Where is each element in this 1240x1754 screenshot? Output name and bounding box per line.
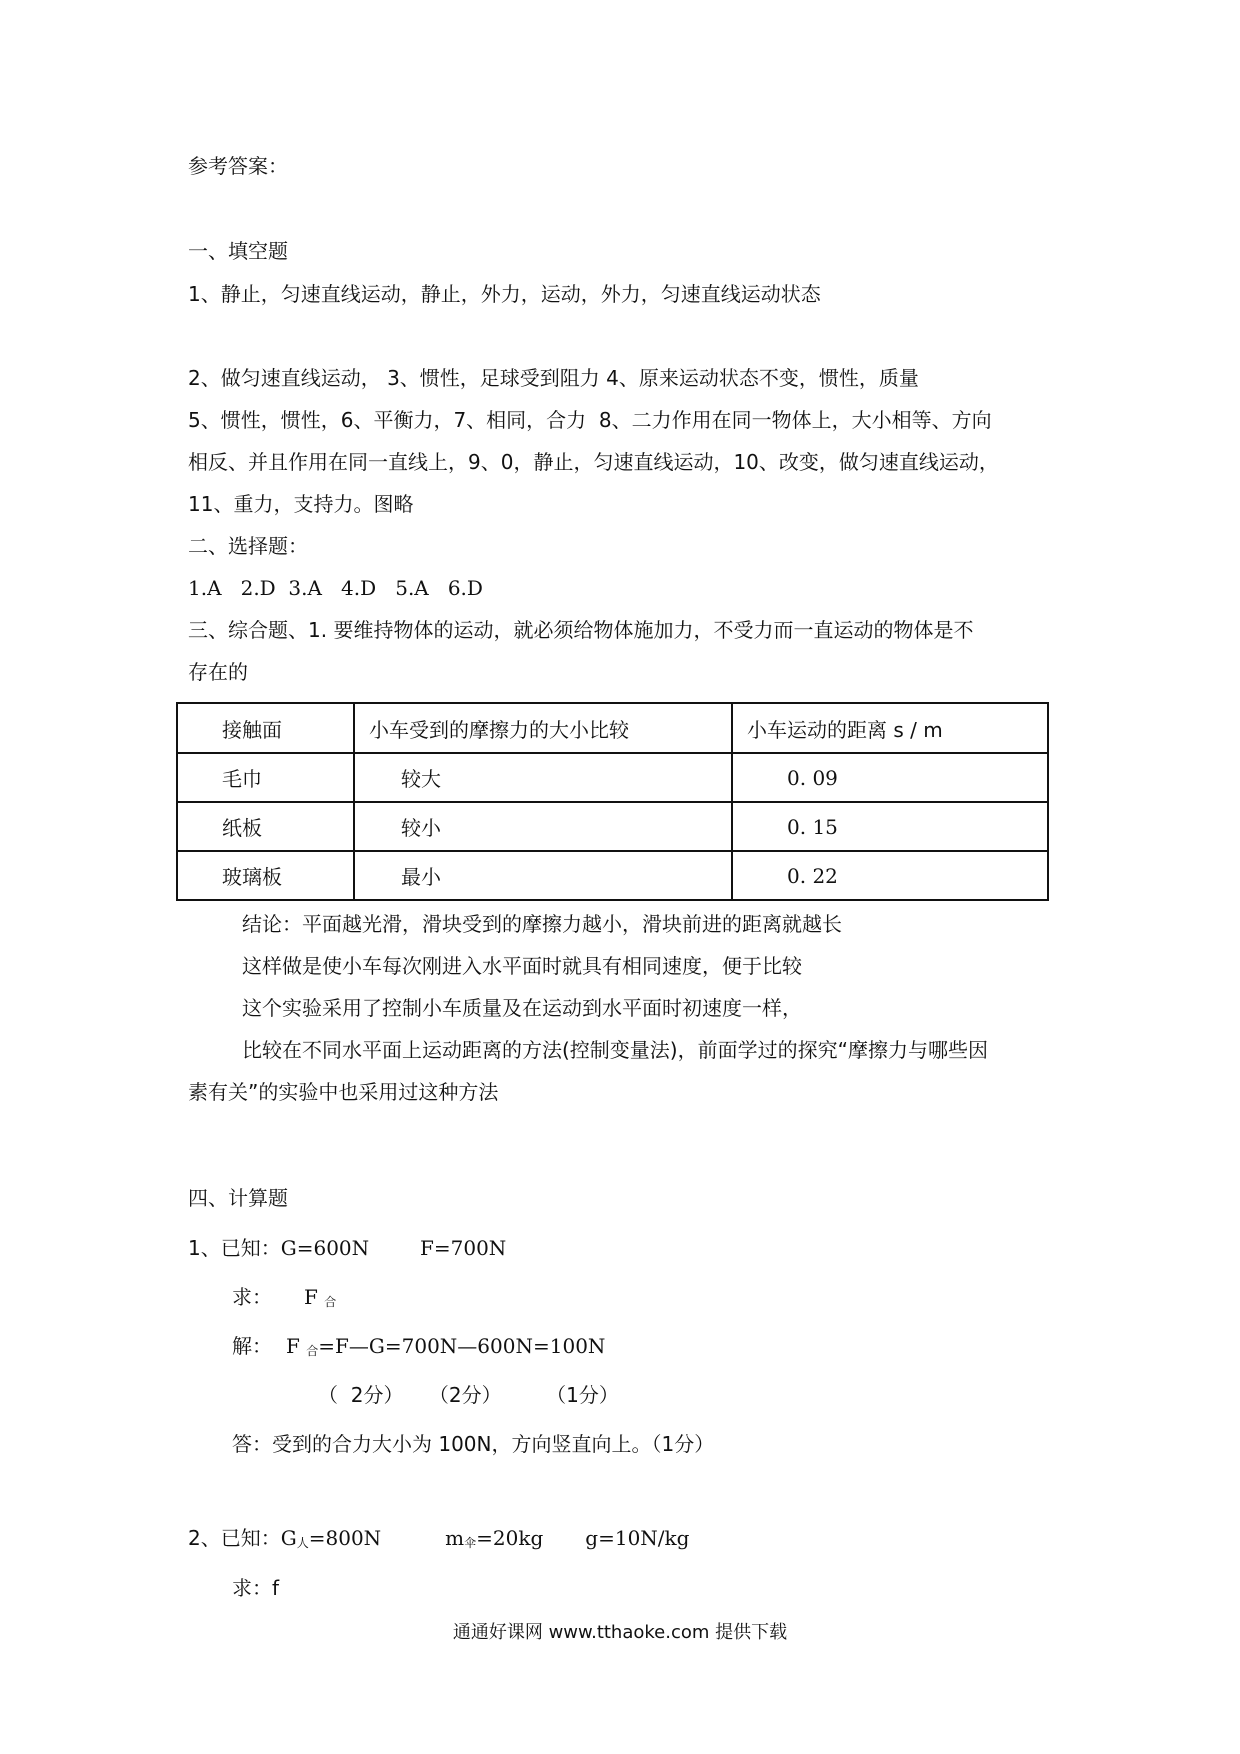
q2-gconst: g=10N/kg — [585, 1526, 690, 1550]
q1-known-values: G=600N F=700N — [280, 1236, 507, 1260]
section4-title: 四、计算题 — [188, 1186, 288, 1210]
q1-solve-var: F — [286, 1334, 300, 1358]
q1-scores: （ 2分） （2分） （1分） — [318, 1383, 619, 1407]
q1-solve-expr: =F—G=700N—600N=100N — [318, 1334, 606, 1358]
q1-find-label: 求： — [232, 1285, 272, 1309]
table-header-cell: 小车运动的距离 s / m — [732, 703, 1048, 753]
table-cell: 玻璃板 — [177, 851, 354, 900]
q1-find-var: F — [304, 1285, 318, 1309]
q1-known-prefix: 1、已知： — [188, 1236, 281, 1260]
q2-m-sub: 伞 — [464, 1536, 477, 1550]
table-cell: 纸板 — [177, 802, 354, 851]
section2-title: 二、选择题： — [188, 534, 308, 558]
q1-solve-label: 解： — [232, 1334, 272, 1358]
q2-find: 求：f — [232, 1576, 280, 1600]
table-header-cell: 接触面 — [177, 703, 354, 753]
table-cell: 较小 — [354, 802, 732, 851]
section1-title: 一、填空题 — [188, 239, 288, 263]
section1-line: 2、做匀速直线运动， 3、惯性，足球受到阻力 4、原来运动状态不变，惯性，质量 — [188, 366, 919, 390]
table-cell: 最小 — [354, 851, 732, 900]
conclusion-line: 比较在不同水平面上运动距离的方法(控制变量法)，前面学过的探究“摩擦力与哪些因 — [242, 1038, 988, 1062]
section1-line: 5、惯性，惯性，6、平衡力，7、相同，合力 8、二力作用在同一物体上，大小相等、方向 — [188, 408, 992, 432]
table-cell: 0. 09 — [732, 753, 1048, 802]
section3-line: 存在的 — [188, 660, 248, 684]
q2-g-var: G — [280, 1526, 297, 1550]
section2-answers: 1.A 2.D 3.A 4.D 5.A 6.D — [188, 576, 483, 600]
q1-known — [188, 1234, 506, 1262]
table-header-cell: 小车受到的摩擦力的大小比较 — [354, 703, 732, 753]
conclusion-line: 素有关”的实验中也采用过这种方法 — [188, 1080, 499, 1104]
section3-line: 三、综合题、1. 要维持物体的运动，就必须给物体施加力，不受力而一直运动的物体是不 — [188, 618, 974, 642]
q1-find — [232, 1283, 336, 1316]
q1-solve — [232, 1332, 605, 1365]
section1-line: 1、静止，匀速直线运动，静止，外力，运动，外力，匀速直线运动状态 — [188, 282, 821, 306]
table-cell: 0. 22 — [732, 851, 1048, 900]
conclusion-line: 这样做是使小车每次刚进入水平面时就具有相同速度，便于比较 — [242, 954, 802, 978]
q1-answer: 答：受到的合力大小为 100N，方向竖直向上。（1分） — [232, 1432, 715, 1456]
q2-g-val: =800N — [308, 1526, 382, 1550]
table-row — [177, 802, 1048, 851]
section1-line: 相反、并且作用在同一直线上，9、0，静止，匀速直线运动，10、改变，做匀速直线运动， — [188, 450, 999, 474]
q2-m-var: m — [445, 1526, 465, 1550]
page-footer: 通通好课网 www.tthaoke.com 提供下载 — [452, 1622, 788, 1643]
q1-find-sub: 合 — [324, 1295, 337, 1309]
q2-known-prefix: 2、已知： — [188, 1526, 281, 1550]
section1-line: 11、重力，支持力。图略 — [188, 492, 414, 516]
table-row — [177, 851, 1048, 900]
q1-solve-sub: 合 — [306, 1344, 319, 1358]
table-cell: 毛巾 — [177, 753, 354, 802]
conclusion-line: 这个实验采用了控制小车质量及在运动到水平面时初速度一样， — [242, 996, 802, 1020]
table-cell: 较大 — [354, 753, 732, 802]
friction-table — [176, 702, 1049, 901]
table-header-row — [177, 703, 1048, 753]
q2-m-val: =20kg — [476, 1526, 544, 1550]
table-cell: 0. 15 — [732, 802, 1048, 851]
conclusion-line: 结论：平面越光滑，滑块受到的摩擦力越小，滑块前进的距离就越长 — [242, 912, 842, 936]
q2-g-sub: 人 — [296, 1536, 309, 1550]
q2-known — [188, 1524, 689, 1557]
table-row — [177, 753, 1048, 802]
answer-heading: 参考答案： — [188, 154, 288, 178]
